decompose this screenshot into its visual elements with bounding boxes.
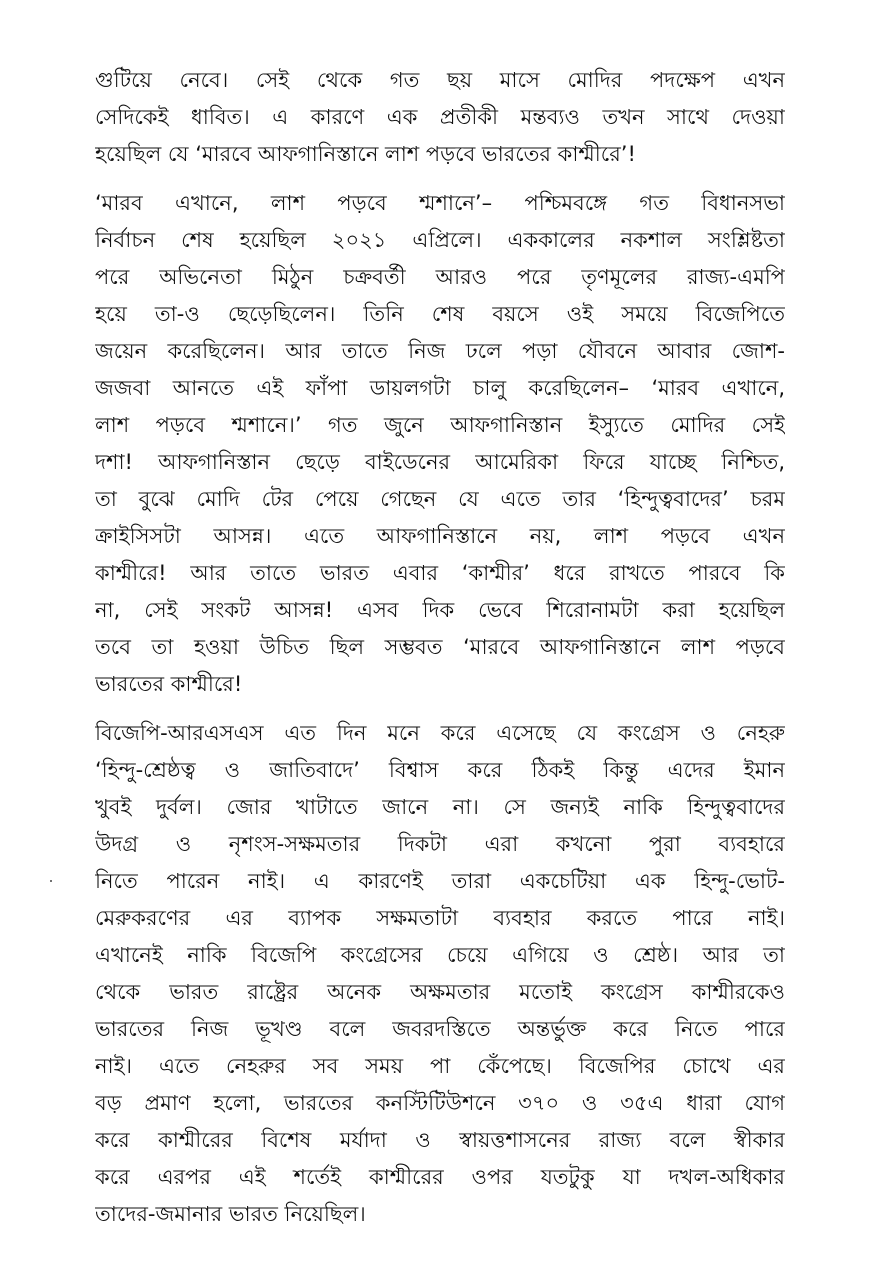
page-body bbox=[95, 62, 785, 1245]
text-line: লাশ পড়বে শ্মশানে।’ গত জুনে আফগানিস্তান ইস্যুতে মোদির সেই bbox=[95, 413, 785, 437]
scan-speck bbox=[50, 880, 52, 882]
text-line: ‘হিন্দু-শ্রেষ্ঠত্ব ও জাতিবাদে’ বিশ্বাস করে ঠিকই কিন্তু এদের ইমান bbox=[95, 758, 785, 782]
text-line: উদগ্র ও নৃশংস-সক্ষমতার দিকটা এরা কখনো পুরা ব্যবহারে bbox=[95, 832, 785, 856]
text-line: ক্রাইসিসটা আসন্ন। এতে আফগানিস্তানে নয়, লাশ পড়বে এখন bbox=[95, 524, 785, 548]
text-line: খুবই দুর্বল। জোর খাটাতে জানে না। সে জন্যই নাকি হিন্দুত্ববাদের bbox=[95, 795, 785, 819]
text-line: সেদিকেই ধাবিত। এ কারণে এক প্রতীকী মন্তব্যও তখন সাথে দেওয়া bbox=[95, 105, 785, 129]
text-line: ‘মারব এখানে, লাশ পড়বে শ্মশানে’– পশ্চিমবঙ্গে গত বিধানসভা bbox=[95, 191, 785, 215]
paragraph-2 bbox=[95, 185, 785, 703]
text-line: তাদের-জমানার ভারত নিয়েছিল। bbox=[95, 1202, 366, 1226]
paragraph-3 bbox=[95, 715, 785, 1233]
text-line: ভারতের নিজ ভূখণ্ড বলে জবরদস্তিতে অন্তর্ভুক্ত করে নিতে পারে bbox=[95, 1017, 785, 1041]
text-line: থেকে ভারত রাষ্ট্রের অনেক অক্ষমতার মতোই কংগ্রেস কাশ্মীরকেও bbox=[95, 980, 785, 1004]
text-line: নির্বাচন শেষ হয়েছিল ২০২১ এপ্রিলে। এককালের নকশাল সংশ্লিষ্টতা bbox=[95, 228, 785, 252]
text-line: গুটিয়ে নেবে। সেই থেকে গত ছয় মাসে মোদির পদক্ষেপ এখন bbox=[95, 68, 785, 92]
text-line: কাশ্মীরে! আর তাতে ভারত এবার ‘কাশ্মীর’ ধরে রাখতে পারবে কি bbox=[95, 561, 785, 585]
text-line: জজবা আনতে এই ফাঁপা ডায়লগটা চালু করেছিলেন– ‘মারব এখানে, bbox=[95, 376, 785, 400]
text-line: তা বুঝে মোদি টের পেয়ে গেছেন যে এতে তার ‘হিন্দুত্ববাদের’ চরম bbox=[95, 487, 785, 511]
paragraph-1 bbox=[95, 62, 785, 173]
text-line: নাই। এতে নেহরুর সব সময় পা কেঁপেছে। বিজেপির চোখে এর bbox=[95, 1054, 785, 1078]
text-line: তবে তা হওয়া উচিত ছিল সম্ভবত ‘মারবে আফগানিস্তানে লাশ পড়বে bbox=[95, 635, 785, 659]
text-line: পরে অভিনেতা মিঠুন চক্রবর্তী আরও পরে তৃণমূলের রাজ্য-এমপি bbox=[95, 265, 785, 289]
text-line: হয়ে তা-ও ছেড়েছিলেন। তিনি শেষ বয়সে ওই সময়ে বিজেপিতে bbox=[95, 302, 785, 326]
text-line: জয়েন করেছিলেন। আর তাতে নিজ ঢলে পড়া যৌবনে আবার জোশ- bbox=[95, 339, 785, 363]
text-line: হয়েছিল যে ‘মারবে আফগানিস্তানে লাশ পড়বে ভারতের কাশ্মীরে’! bbox=[95, 142, 636, 166]
text-line: করে এরপর এই শর্তেই কাশ্মীরের ওপর যতটুকু যা দখল-অধিকার bbox=[95, 1165, 785, 1189]
text-line: করে কাশ্মীরের বিশেষ মর্যাদা ও স্বায়ত্তশাসনের রাজ্য বলে স্বীকার bbox=[95, 1128, 785, 1152]
text-line: নিতে পারেন নাই। এ কারণেই তারা একচেটিয়া এক হিন্দু-ভোট- bbox=[95, 869, 785, 893]
text-line: দশা! আফগানিস্তান ছেড়ে বাইডেনের আমেরিকা ফিরে যাচ্ছে নিশ্চিত, bbox=[95, 450, 785, 474]
text-line: ভারতের কাশ্মীরে! bbox=[95, 672, 243, 696]
text-line: মেরুকরণের এর ব্যাপক সক্ষমতাটা ব্যবহার করতে পারে নাই। bbox=[95, 906, 785, 930]
text-line: না, সেই সংকট আসন্ন! এসব দিক ভেবে শিরোনামটা করা হয়েছিল bbox=[95, 598, 785, 622]
text-line: বিজেপি-আরএসএস এত দিন মনে করে এসেছে যে কংগ্রেস ও নেহরু bbox=[95, 721, 785, 745]
text-line: বড় প্রমাণ হলো, ভারতের কনস্টিটিউশনে ৩৭০ ও ৩৫এ ধারা যোগ bbox=[95, 1091, 785, 1115]
text-line: এখানেই নাকি বিজেপি কংগ্রেসের চেয়ে এগিয়ে ও শ্রেষ্ঠ। আর তা bbox=[95, 943, 785, 967]
